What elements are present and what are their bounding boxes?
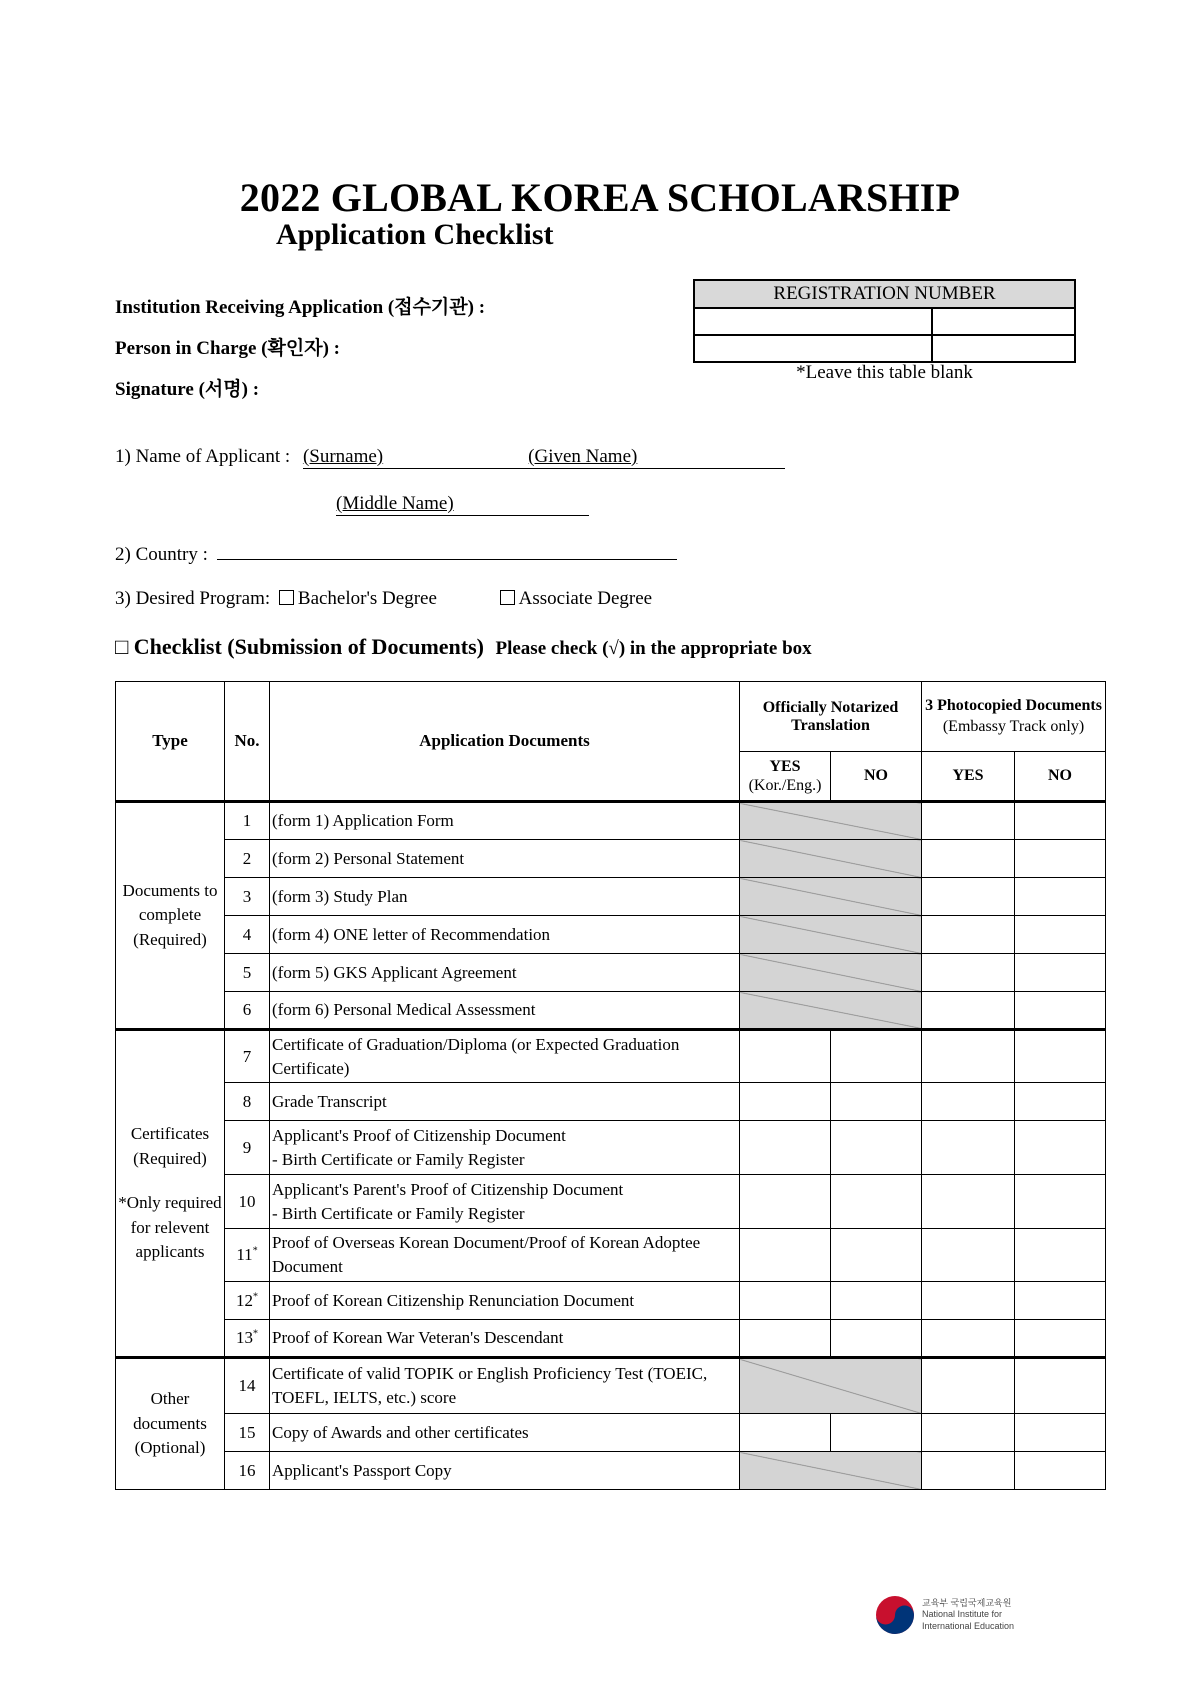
photocopy-no-cell[interactable] xyxy=(1015,840,1106,878)
given-name-label: (Given Name) xyxy=(528,446,638,467)
logo-line-1: 교육부 국립국제교육원 xyxy=(922,1598,1012,1609)
checklist-heading xyxy=(115,634,812,660)
translation-na-cell xyxy=(740,878,922,916)
photocopy-no-cell[interactable] xyxy=(1015,1175,1106,1229)
country-field[interactable] xyxy=(217,541,677,560)
photocopy-header-note: (Embassy Track only) xyxy=(942,717,1085,735)
photocopy-header xyxy=(922,682,1106,752)
row-number: 6 xyxy=(225,992,270,1030)
document-name: (form 6) Personal Medical Assessment xyxy=(270,992,740,1030)
photocopy-no-cell[interactable] xyxy=(1015,1358,1106,1414)
row-number: 7 xyxy=(225,1030,270,1083)
translation-na-cell xyxy=(740,840,922,878)
table-row xyxy=(116,954,1106,992)
row-number: 10 xyxy=(225,1175,270,1229)
document-name: (form 2) Personal Statement xyxy=(270,840,740,878)
bachelor-checkbox[interactable] xyxy=(279,590,294,605)
photocopy-yes-cell[interactable] xyxy=(922,954,1015,992)
table-row xyxy=(116,992,1106,1030)
document-name: Proof of Overseas Korean Document/Proof of Korean Adoptee Document xyxy=(270,1229,740,1282)
document-name: Certificate of valid TOPIK or English Proficiency Test (TOEIC, TOEFL, IELTS, etc.) score xyxy=(270,1358,740,1414)
table-row xyxy=(116,1414,1106,1452)
translation-header: Officially Notarized Translation xyxy=(740,682,922,752)
row-number: 4 xyxy=(225,916,270,954)
table-row xyxy=(116,1175,1106,1229)
table-row xyxy=(116,1121,1106,1175)
signature-label: Signature (서명) : xyxy=(115,379,260,400)
photocopy-header-title: 3 Photocopied Documents xyxy=(925,696,1102,714)
type-cell-other: Other documents (Optional) xyxy=(116,1358,225,1490)
row-number: 3 xyxy=(225,878,270,916)
registration-number-table xyxy=(693,279,1076,363)
photocopy-yes-cell[interactable] xyxy=(922,878,1015,916)
photocopy-no-cell[interactable] xyxy=(1015,1320,1106,1358)
row-number: 15 xyxy=(225,1414,270,1452)
registration-cell[interactable] xyxy=(694,308,932,335)
photocopy-no-header: NO xyxy=(1015,752,1106,802)
photocopy-no-cell[interactable] xyxy=(1015,992,1106,1030)
row-number: 8 xyxy=(225,1083,270,1121)
registration-cell[interactable] xyxy=(932,308,1075,335)
photocopy-yes-cell[interactable] xyxy=(922,992,1015,1030)
photocopy-no-cell[interactable] xyxy=(1015,1121,1106,1175)
photocopy-no-cell[interactable] xyxy=(1015,878,1106,916)
translation-yes-cell[interactable] xyxy=(740,1083,831,1121)
translation-no-header: NO xyxy=(831,752,922,802)
page-subtitle: Application Checklist xyxy=(276,218,554,251)
logo-text xyxy=(922,1598,1014,1632)
document-checklist-table xyxy=(115,681,1106,1490)
document-name xyxy=(270,1121,740,1175)
photocopy-yes-cell[interactable] xyxy=(922,1282,1015,1320)
photocopy-yes-cell[interactable] xyxy=(922,1358,1015,1414)
desired-program-label: 3) Desired Program: xyxy=(115,588,271,609)
translation-no-cell[interactable] xyxy=(831,1320,922,1358)
surname-label: (Surname) xyxy=(302,446,384,467)
type-cell-documents: Documents to complete (Required) xyxy=(116,802,225,1030)
type-header: Type xyxy=(116,682,225,802)
table-row xyxy=(116,840,1106,878)
table-row xyxy=(116,916,1106,954)
document-name xyxy=(270,1175,740,1229)
translation-no-cell[interactable] xyxy=(831,1414,922,1452)
document-name-line1: Applicant's Parent's Proof of Citizenship Document xyxy=(272,1179,624,1199)
certificates-type-label: Certificates (Required) xyxy=(130,1123,210,1168)
row-number: 16 xyxy=(225,1452,270,1490)
certificates-type-note: *Only required for relevent applicants xyxy=(118,1193,222,1262)
document-name: (form 3) Study Plan xyxy=(270,878,740,916)
photocopy-no-cell[interactable] xyxy=(1015,1414,1106,1452)
translation-na-cell xyxy=(740,916,922,954)
document-name: Certificate of Graduation/Diploma (or Expected Graduation Certificate) xyxy=(270,1030,740,1083)
translation-no-cell[interactable] xyxy=(831,1175,922,1229)
applicant-name-label: 1) Name of Applicant : xyxy=(115,446,291,467)
photocopy-yes-cell[interactable] xyxy=(922,1030,1015,1083)
row-number: 1 xyxy=(225,802,270,840)
translation-no-cell[interactable] xyxy=(831,1083,922,1121)
photocopy-yes-cell[interactable] xyxy=(922,1229,1015,1282)
relevant-only-mark: * xyxy=(252,1245,258,1257)
document-name: Proof of Korean Citizenship Renunciation Document xyxy=(270,1282,740,1320)
row-number: 2 xyxy=(225,840,270,878)
photocopy-no-cell[interactable] xyxy=(1015,954,1106,992)
middle-name-row xyxy=(336,493,589,516)
relevant-only-mark: * xyxy=(253,1290,258,1302)
photocopy-yes-cell[interactable] xyxy=(922,1121,1015,1175)
row-number-value: 13 xyxy=(236,1328,253,1347)
translation-na-cell xyxy=(740,802,922,840)
document-name: Applicant's Passport Copy xyxy=(270,1452,740,1490)
row-number-value: 11 xyxy=(236,1245,253,1264)
translation-yes-cell[interactable] xyxy=(740,1175,831,1229)
photocopy-no-cell[interactable] xyxy=(1015,1452,1106,1490)
table-row xyxy=(116,802,1106,840)
translation-no-cell[interactable] xyxy=(831,1229,922,1282)
document-name-line2: - Birth Certificate or Family Register xyxy=(272,1203,525,1223)
table-row xyxy=(116,1358,1106,1414)
row-number xyxy=(225,1320,270,1358)
photocopy-yes-cell[interactable] xyxy=(922,1320,1015,1358)
translation-no-cell[interactable] xyxy=(831,1030,922,1083)
document-name-line1: Applicant's Proof of Citizenship Document xyxy=(272,1125,566,1145)
table-row xyxy=(116,1320,1106,1358)
translation-no-cell[interactable] xyxy=(831,1121,922,1175)
photocopy-yes-cell[interactable] xyxy=(922,802,1015,840)
document-name-line2: - Birth Certificate or Family Register xyxy=(272,1149,525,1169)
logo-line-2: National Institute for xyxy=(922,1609,1003,1620)
translation-yes-cell[interactable] xyxy=(740,1282,831,1320)
person-in-charge-label: Person in Charge (확인자) : xyxy=(115,338,340,359)
logo-line-3: International Education xyxy=(922,1620,1015,1631)
document-name: (form 1) Application Form xyxy=(270,802,740,840)
registration-cell[interactable] xyxy=(932,335,1075,362)
translation-yes-label: YES xyxy=(769,757,801,775)
checklist-instruction: Please check (√) in the appropriate box xyxy=(495,638,812,659)
photocopy-yes-cell[interactable] xyxy=(922,1175,1015,1229)
photocopy-no-cell[interactable] xyxy=(1015,1083,1106,1121)
bachelor-option-label: Bachelor's Degree xyxy=(297,588,437,609)
document-name: Proof of Korean War Veteran's Descendant xyxy=(270,1320,740,1358)
row-number xyxy=(225,1229,270,1282)
translation-yes-cell[interactable] xyxy=(740,1030,831,1083)
associate-checkbox[interactable] xyxy=(500,590,515,605)
translation-na-cell xyxy=(740,954,922,992)
translation-yes-cell[interactable] xyxy=(740,1229,831,1282)
country-label: 2) Country : xyxy=(115,544,208,565)
row-number: 14 xyxy=(225,1358,270,1414)
registration-number-header: REGISTRATION NUMBER xyxy=(694,280,1075,308)
registration-cell[interactable] xyxy=(694,335,932,362)
document-name: (form 5) GKS Applicant Agreement xyxy=(270,954,740,992)
translation-yes-cell[interactable] xyxy=(740,1121,831,1175)
middle-name-field[interactable] xyxy=(336,493,589,516)
table-row xyxy=(116,1030,1106,1083)
relevant-only-mark: * xyxy=(253,1328,258,1340)
row-number: 9 xyxy=(225,1121,270,1175)
photocopy-yes-cell[interactable] xyxy=(922,840,1015,878)
checklist-title: □ Checklist (Submission of Documents) xyxy=(115,634,484,659)
middle-name-label: (Middle Name) xyxy=(336,493,454,514)
photocopy-no-cell[interactable] xyxy=(1015,1229,1106,1282)
photocopy-yes-cell[interactable] xyxy=(922,916,1015,954)
photocopy-no-cell[interactable] xyxy=(1015,1282,1106,1320)
documents-header: Application Documents xyxy=(270,682,740,802)
desired-program-row xyxy=(115,588,652,610)
country-row xyxy=(115,541,677,566)
taegeuk-logo-icon xyxy=(874,1594,916,1636)
translation-na-cell xyxy=(740,1452,922,1490)
associate-option-label: Associate Degree xyxy=(518,588,653,609)
translation-yes-cell[interactable] xyxy=(740,1320,831,1358)
table-row xyxy=(116,1282,1106,1320)
translation-na-cell xyxy=(740,992,922,1030)
table-row xyxy=(116,1083,1106,1121)
institution-label: Institution Receiving Application (접수기관) : xyxy=(115,297,486,318)
translation-no-cell[interactable] xyxy=(831,1282,922,1320)
document-name: Copy of Awards and other certificates xyxy=(270,1414,740,1452)
translation-yes-sub: (Kor./Eng.) xyxy=(748,777,822,794)
table-row xyxy=(116,1452,1106,1490)
translation-na-cell xyxy=(740,1358,922,1414)
photocopy-yes-cell[interactable] xyxy=(922,1452,1015,1490)
applicant-name-field[interactable] xyxy=(303,446,785,469)
photocopy-no-cell[interactable] xyxy=(1015,1030,1106,1083)
photocopy-no-cell[interactable] xyxy=(1015,916,1106,954)
translation-yes-cell[interactable] xyxy=(740,1414,831,1452)
type-cell-certificates xyxy=(116,1030,225,1358)
document-name: Grade Transcript xyxy=(270,1083,740,1121)
photocopy-no-cell[interactable] xyxy=(1015,802,1106,840)
translation-yes-header xyxy=(740,752,831,802)
table-row xyxy=(116,878,1106,916)
row-number: 5 xyxy=(225,954,270,992)
nied-logo xyxy=(874,1594,1014,1636)
photocopy-yes-cell[interactable] xyxy=(922,1083,1015,1121)
photocopy-yes-header: YES xyxy=(922,752,1015,802)
document-name: (form 4) ONE letter of Recommendation xyxy=(270,916,740,954)
row-number-value: 12 xyxy=(236,1290,253,1310)
table-row xyxy=(116,1229,1106,1282)
page-title: 2022 GLOBAL KOREA SCHOLARSHIP xyxy=(239,175,961,220)
no-header: No. xyxy=(225,682,270,802)
photocopy-yes-cell[interactable] xyxy=(922,1414,1015,1452)
registration-note: *Leave this table blank xyxy=(796,362,973,383)
row-number xyxy=(225,1282,270,1320)
applicant-name-row xyxy=(115,446,785,469)
